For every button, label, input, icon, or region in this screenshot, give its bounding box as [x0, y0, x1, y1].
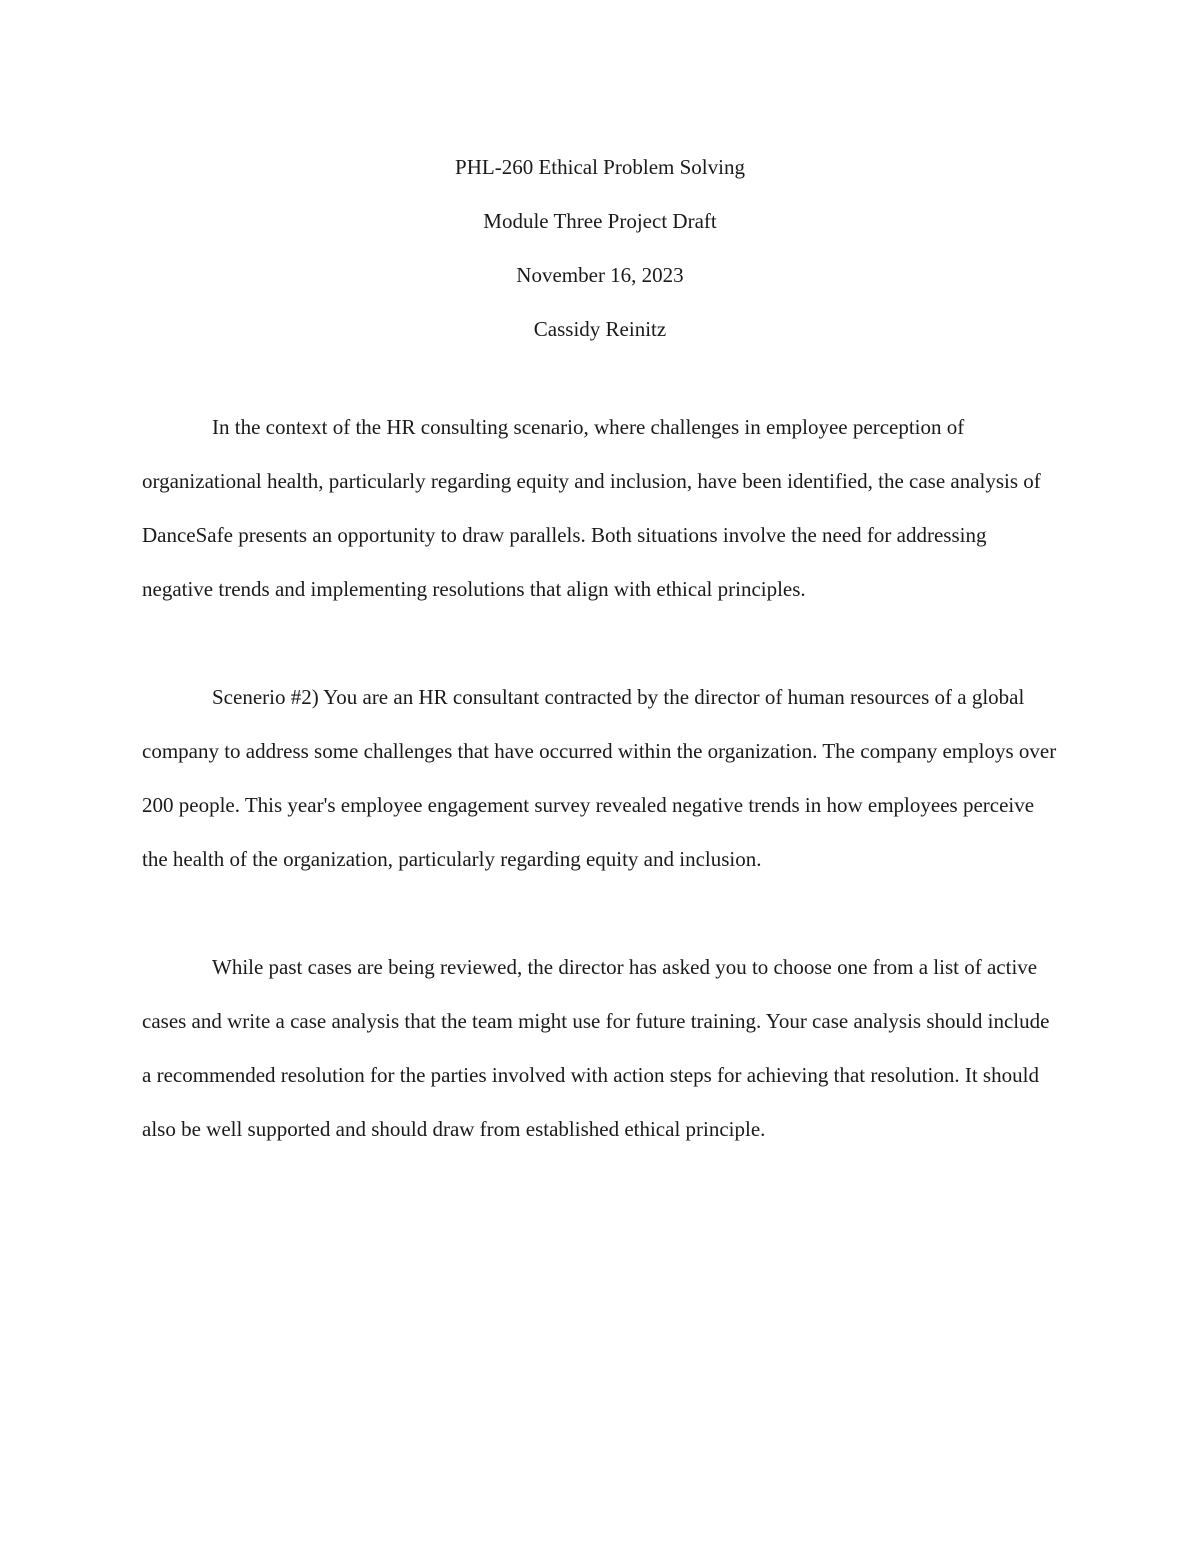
paragraph-text: While past cases are being reviewed, the director has asked you to choose one from a list of active cases and write a case analysis that the team might use for future training. Your case analysis should include a recommended resolution for the parties involved with action steps for achieving that resolution. It should also be well supported and should draw from established ethical principle.	[142, 955, 1050, 1141]
assignment-title: Module Three Project Draft	[483, 209, 717, 233]
body-paragraph-task	[142, 940, 1062, 1156]
paragraph-text: In the context of the HR consulting scenario, where challenges in employee perception of organizational health, particularly regarding equity and inclusion, have been identified, the case analysis of DanceSafe presents an opportunity to draw parallels. Both situations involve the need for addressing negative trends and implementing resolutions that align with ethical principles.	[142, 415, 1041, 601]
title-block	[0, 140, 1200, 356]
body-paragraph-context	[142, 400, 1062, 616]
author-name: Cassidy Reinitz	[533, 317, 667, 341]
course-title: PHL-260 Ethical Problem Solving	[455, 155, 745, 179]
paragraph-text: Scenerio #2) You are an HR consultant contracted by the director of human resources of a global company to address some challenges that have occurred within the organization. The company employs over 200 people. This year's employee engagement survey revealed negative trends in how employees perceive the health of the organization, particularly regarding equity and inclusion.	[142, 685, 1057, 871]
body-paragraph-scenario	[142, 670, 1062, 886]
document-date: November 16, 2023	[516, 263, 684, 287]
